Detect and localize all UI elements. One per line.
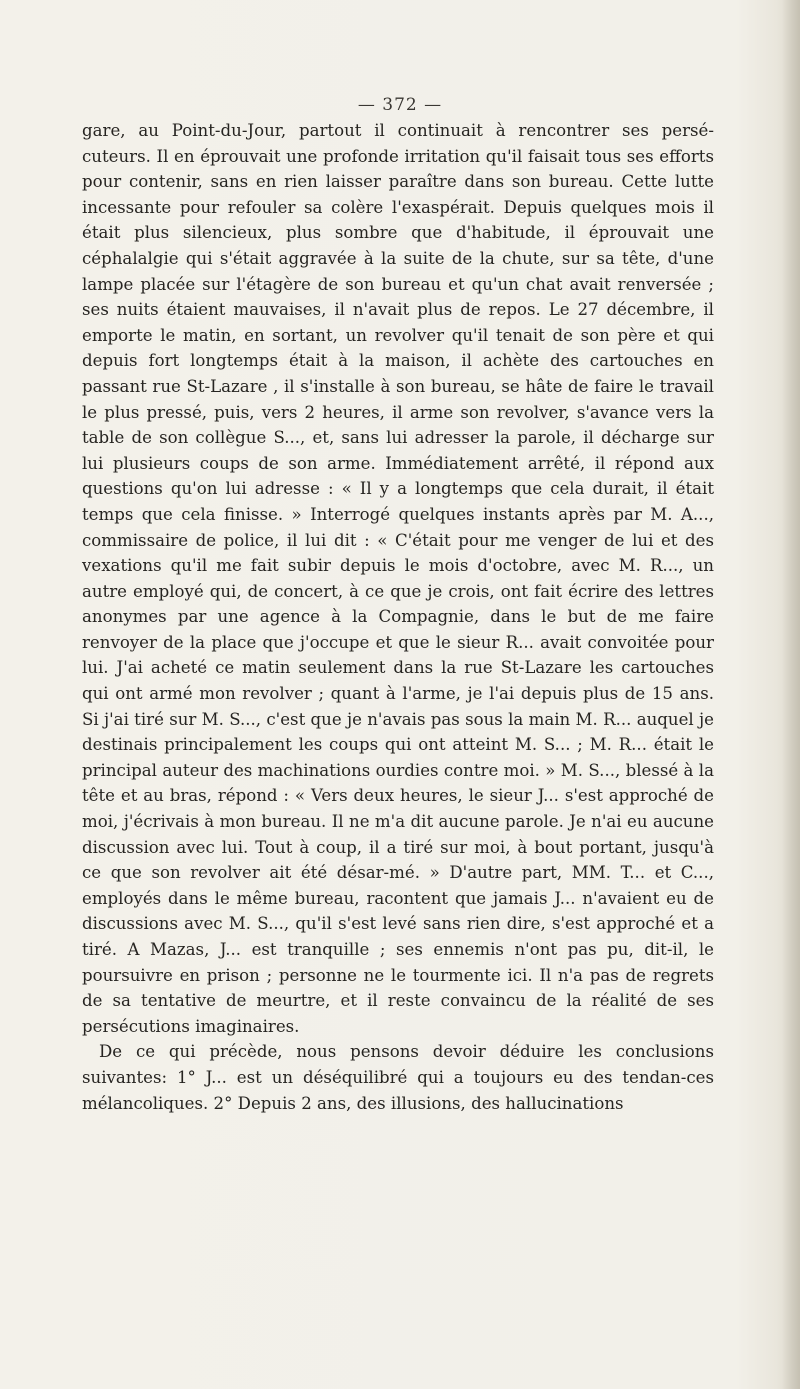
paragraph-conclusions: De ce qui précède, nous pensons devoir déduire les conclusions suivantes: 1° J... est un déséquilibré qui a toujours eu des tendan-ces mélancoliques. 2° Depuis 2 ans, des illusions, des hallucinations xyxy=(82,1042,714,1113)
page-edge-shadow xyxy=(782,0,800,1389)
body-text xyxy=(82,118,714,1116)
paragraph-case-narrative: gare, au Point-du-Jour, partout il continuait à rencontrer ses persé-cuteurs. Il en éprouvait une profonde irritation qu'il faisait tous ses efforts pour contenir, sans en rien laisser paraître dans son bureau. Cette lutte incessante pour refouler sa colère l'exaspérait. Depuis quelques mois il était plus silencieux, plus sombre que d'habitude, il éprouvait une céphalalgie qui s'était aggravée à la suite de la chute, sur sa tête, d'une lampe placée sur l'étagère de son bureau et qu'un chat avait renversée ; ses nuits étaient mauvaises, il n'avait plus de repos. Le 27 décembre, il emporte le matin, en sortant, un revolver qu'il tenait de son père et qui depuis fort longtemps était à la maison, il achète des cartouches en passant rue St-Lazare , il s'installe à son bureau, se hâte de faire le travail le plus pressé, puis, vers 2 heures, il arme son revolver, s'avance vers la table de son collègue S..., et, sans lui adresser la parole, il décharge sur lui plusieurs coups de son arme. Immédiatement arrêté, il répond aux questions qu'on lui adresse : « Il y a longtemps que cela durait, il était temps que cela finisse. » Interrogé quelques instants après par M. A..., commissaire de police, il lui dit : « C'était pour me venger de lui et des vexations qu'il me fait subir depuis le mois d'octobre, avec M. R..., un autre employé qui, de concert, à ce que je crois, ont fait écrire des lettres anonymes par une agence à la Compagnie, dans le but de me faire renvoyer de la place que j'occupe et que le sieur R... avait convoitée pour lui. J'ai acheté ce matin seulement dans la rue St-Lazare les cartouches qui ont armé mon revolver ; quant à l'arme, je l'ai depuis plus de 15 ans. Si j'ai tiré sur M. S..., c'est que je n'avais pas sous la main M. R... auquel je destinais principalement les coups qui ont atteint M. S... ; M. R... était le principal auteur des machinations ourdies contre moi. » M. S..., blessé à la tête et au bras, répond : « Vers deux heures, le sieur J... s'est approché de moi, j'écrivais à mon bureau. Il ne m'a dit aucune parole. Je n'ai eu aucune discussion avec lui. Tout à coup, il a tiré sur moi, à bout portant, jusqu'à ce que son revolver ait été désar-mé. » D'autre part, MM. T... et C..., employés dans le même bureau, racontent que jamais J... n'avaient eu de discussions avec M. S..., qu'il s'est levé sans rien dire, s'est approché et a tiré. A Mazas, J... est tranquille ; ses ennemis n'ont pas pu, dit-il, le poursuivre en prison ; personne ne le tourmente ici. Il n'a pas de regrets de sa tentative de meurtre, et il reste convaincu de la réalité de ses persécutions imaginaires. xyxy=(82,121,714,1036)
page-number: — 372 — xyxy=(357,95,443,115)
